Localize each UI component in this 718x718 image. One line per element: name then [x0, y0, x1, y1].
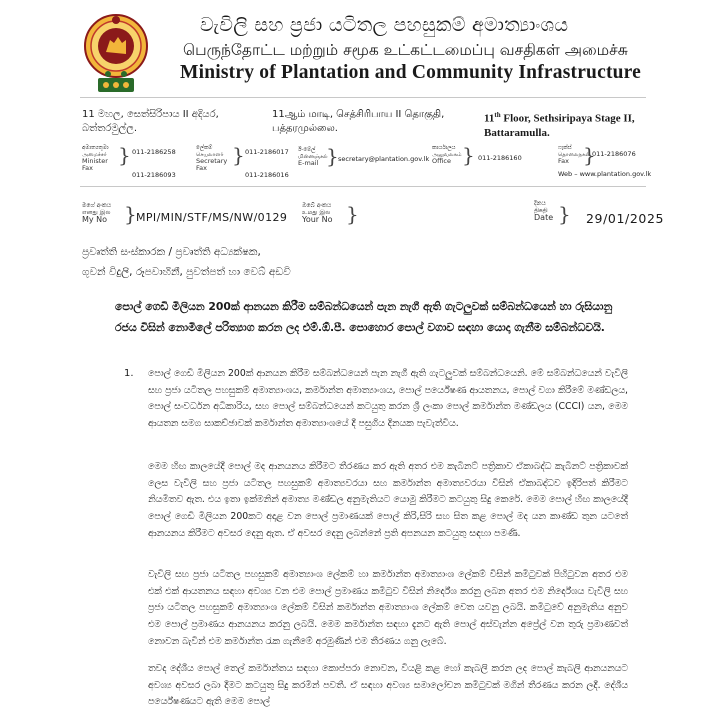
brace: }	[462, 143, 475, 167]
web-label: Web –	[558, 170, 578, 178]
date-si: දිනය	[534, 200, 546, 207]
ministry-title-tamil: பெருந்தோட்ட மற்றும் சமூக உட்கட்டமைப்பு வசதிகள் அமைச்சு	[183, 41, 628, 59]
address-tamil	[272, 108, 444, 136]
minister-phone: 011-2186258	[132, 148, 176, 156]
brace: }	[558, 202, 571, 226]
email-value[interactable]: secretary@plantation.gov.lk	[338, 155, 430, 163]
office-label	[432, 145, 462, 165]
ministry-title-sinhala: වැවිලි සහ ප්‍රජා යටිතල පහසුකම් අමාත්‍යාංශය	[200, 14, 569, 36]
minister-label	[82, 145, 109, 171]
brace: }	[583, 143, 596, 167]
email-label-ta: மின்னஞ்சல்	[298, 153, 328, 160]
date-value: 29/01/2025	[586, 211, 665, 226]
body-paragraph-1: පොල් ගෙඩි මිලියන 200ක් ආනයන කිරීම සම්බන්ධයෙන් පැන නැගී ඇති ගැටලුවක් සම්බන්ධයෙනි. මේ සම්බන්ධයෙන් වැවිලි සහ ප්‍රජා යටිතල පහසුකම් අමාත්‍යාංශය, කර්මාන්ත අමාත්‍යාංශය, පොල් පර්යේෂණ ආයතනය, පොල් වගා කිරීමේ මණ්ඩලය, පොල් සංවර්ධන අධිකාරිය, සහ පොල් සම්බන්ධයෙන් කටයුතු කරන ශ්‍රී ලංකා පොල් කර්මාන්ත මණ්ඩලය (CCCI) යන, මෙම ආයතන සමග සාකච්ඡාවක් කර්මාන්ත අමාත්‍යාංශයේ දී පසුගිය දිනයක පැවැත්විය.	[148, 368, 628, 430]
date-en: Date	[534, 213, 554, 222]
secretary-label-si: ලේකම්	[196, 145, 213, 151]
office-label-ta: அலுவலகம்	[432, 151, 462, 158]
minister-fax: 011-2186093	[132, 171, 176, 179]
address-english	[484, 108, 635, 140]
my-no-en: My No	[82, 215, 108, 224]
date-label	[534, 200, 553, 221]
secretary-fax: 011-2186016	[245, 171, 289, 179]
email-label-en: E-mail	[298, 159, 319, 167]
office-phone: 011-2186160	[478, 154, 522, 162]
secretary-label	[196, 145, 227, 171]
my-no-ta: எனது இல	[82, 209, 111, 216]
address-english-rest: Floor, Sethsiripaya Stage II,	[500, 112, 635, 125]
your-no-ta: உமது இல	[302, 209, 331, 216]
address-tamil-line2: பத்தரமுல்லை.	[272, 123, 338, 134]
fax2-label-ta: தொலைநகல்	[558, 151, 591, 158]
body-paragraph-4: තවද දේශීය පොල් තෙල් කර්මාන්තය සඳහා කොප්පරා නොවන, වියළි කළ හෝ කැබලි කරන ලද පොල් කැබලි ආනයනයට අවශ්‍ය අවසර ලබා දීමට කටයුතු සිදු කරමින් පවතී. ඒ සඳහා අවශ්‍ය සමාලෝචන කමිටුවක් මගින් තීරණය කරන ලදී. දේශීය පර්යේෂණයට ඇති මෙම පොල්	[148, 663, 628, 708]
fax2-value: 011-2186076	[592, 150, 636, 158]
ministry-title-english: Ministry of Plantation and Community Infrastructure	[180, 62, 642, 83]
letter-subject: පොල් ගෙඩි මිලියන 200ක් ආනයන කිරීම සම්බන්ධයෙන් පැන නැගී ඇති ගැටලුවක් සම්බන්ධයෙන් හා රුසියානු රජය විසින් නොමිලේ පරිත්‍යාග කරන ලද එම්.ඕ.පී. පොහොර පොල් වගාව සඳහා යොදා ගැනීම සම්බන්ධවයි.	[115, 300, 613, 334]
address-english-sup: th	[494, 111, 501, 119]
body-paragraph-2: මෙම හිඟ කාලයේදී පොල් මද ආනයනය කිරීමට තීරණය කර ඇති අතර එම කැබිනට් පත්‍රිකාව ඒකාබද්ධ කැබිනට් පත්‍රිකාවක් ලෙස වැවිලි සහ ප්‍රජා යටිතල පහසුකම් අමාත්‍යවරයා සහ කර්මාන්ත අමාත්‍යවරයා විසින් ඒකාබද්ධව ඉදිරිපත් කිරීමට නියමිතව ඇත. එය ඉතා ඉක්මනින් අමාත්‍ය මණ්ඩල අනුමැතියට යොමු කිරීමට කටයුතු සිදු කෙරේ. මෙම පොල් හිඟ කාලයේදී පොල් ගෙඩි මිලියන 200කට අදාළ වන පොල් ප්‍රමාණයක් පොල් කිරි,සිරි සහ සිත කළ පොල් මද යන කාණ්ඩ තුන යටතේ ආනයනය කිරීමට අවසර දෙනු ඇත. ඒ අවසර දෙනු ලබන්නේ ප්‍රති අපනයන කටයුතු සඳහා පමණි.	[148, 461, 628, 539]
fax2-label-en: Fax	[558, 157, 569, 165]
header-divider	[80, 97, 646, 98]
secretary-label-ta: செயலாளர்	[196, 151, 224, 158]
your-no-en: Your No	[302, 215, 333, 224]
brace: }	[118, 143, 131, 167]
address-english-city: Battaramulla.	[484, 126, 550, 139]
your-no-si: ඔබේ අංකය	[302, 202, 332, 209]
fax2-label-si: ෆැක්ස්	[558, 145, 572, 151]
address-english-floor: 11	[484, 112, 495, 125]
brace: }	[326, 144, 339, 168]
your-no-label	[302, 202, 333, 223]
brace: }	[124, 202, 137, 226]
sri-lanka-emblem-icon	[84, 12, 148, 94]
address-sinhala-line1: 11 මහල, සෙත්සිරිපාය II අදියර,	[82, 109, 219, 120]
office-label-si: කාර්යාලය	[432, 145, 456, 151]
contacts-divider	[80, 186, 646, 187]
brace: }	[232, 143, 245, 167]
item-number: 1.	[124, 368, 134, 379]
office-label-en: Office	[432, 157, 451, 165]
address-sinhala-line2: බත්තරමුල්ල.	[82, 123, 138, 134]
secretary-fax-label: Fax	[196, 163, 207, 172]
body-paragraph-3: වැවිලි සහ ප්‍රජා යටිතල පහසුකම් අමාත්‍යාංශ ලේකම් හා කර්මාන්ත අමාත්‍යාංශ ලේකම් විසින් කමිටුවක් පිහිටුවන අතර එම එක් එක් ආයතනය සඳහා අවශ්‍ය වන එම පොල් ප්‍රමාණය කමිටුව විසින් නිර්දේශ කරනු ලබන අතර එම නිර්දේශය වැවිලි සහ ප්‍රජා යටිතල පහසුකම් අමාත්‍යාංශ ලේකම් විසින් කර්මාන්ත අමාත්‍යාංශ ලේකම් වෙත යවනු ලබයි. කමිටුවේ අනුමැතිය අනුව එම පොල් ප්‍රමාණය ආනයනය කරනු ලබයි. මෙම කර්මාන්ත සඳහා දැනට ඇති පොල් අස්වැන්න අප්‍රේල් වන තුරු ප්‍රමාණවත් නොවන බැවින් එම කර්මාන්ත රැක ගැනීමේ අරමුණින් එම තීරණය ගනු ලැබේ.	[148, 569, 628, 647]
secretary-phone: 011-2186017	[245, 148, 289, 156]
recipient-line2: ගුවන් විදුලි, රූපවාහිනී, පුවත්පත් හා වෙබ් අඩවි	[82, 266, 291, 278]
minister-label-ta: அமைச்சர்	[82, 151, 107, 158]
web-value[interactable]: www.plantation.gov.lk	[579, 170, 652, 178]
date-ta: திகதி	[534, 207, 548, 214]
my-no-value: MPI/MIN/STF/MS/NW/0129	[136, 211, 288, 224]
web-row	[558, 170, 651, 178]
minister-fax-label: Fax	[82, 163, 93, 172]
address-sinhala	[82, 108, 219, 136]
brace: }	[346, 202, 359, 226]
minister-label-si: අමාත්‍යතුමා	[82, 145, 109, 151]
my-no-label	[82, 202, 111, 223]
secretary-label-en: Secretary	[196, 157, 228, 165]
address-tamil-line1: 11ஆம் மாடி, செத்சிரிபாய II தொகுதி,	[272, 109, 445, 120]
my-no-si: මගේ අංකය	[82, 202, 112, 209]
minister-label-en: Minister	[82, 157, 108, 165]
recipient-line1: ප්‍රවෘත්ති සංස්කාරක / ප්‍රවෘත්ති අධ්‍යක්ෂක,	[82, 246, 261, 258]
recipient	[82, 242, 291, 282]
email-label-si: ඊ-මේල්	[298, 147, 316, 153]
email-label	[298, 147, 328, 167]
